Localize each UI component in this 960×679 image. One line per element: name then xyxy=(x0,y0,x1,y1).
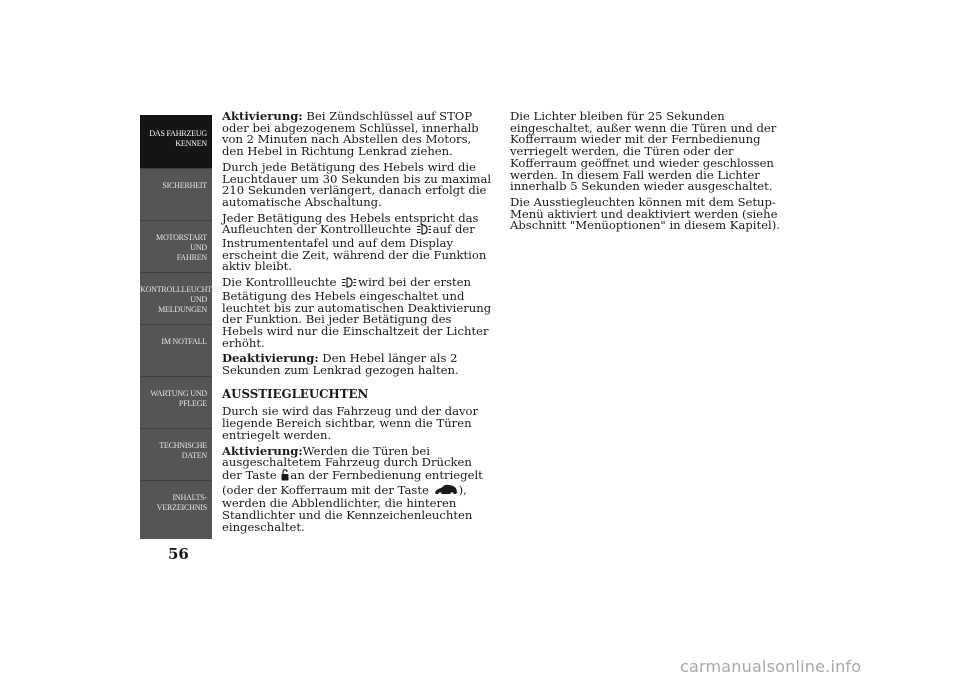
paragraph-setup-menu: Die Ausstiegleuchten können mit dem Setup-Menü aktiviert und deaktiviert werden (siehe Abschnitt "Menüoptionen" in diesem Kapitel). xyxy=(510,194,780,233)
text-segment: auf der Instrumententafel und auf dem Display erscheint die Zeit, während der die Funktion aktiv bleibt. xyxy=(222,222,487,274)
tab-sicherheit[interactable]: SICHERHEIT xyxy=(140,169,212,221)
text-segment: ), werden die Abblendlichter, die hinteren Standlichter und die Kennzeichenleuchten eingeschaltet. xyxy=(222,482,473,534)
tab-kontrollleuchten[interactable]: KONTROLLLEUCHTEN UND MELDUNGEN xyxy=(140,273,212,325)
tab-im-notfall[interactable]: IM NOTFALL xyxy=(140,325,212,377)
tab-motorstart-und-fahren[interactable]: MOTORSTART UND FAHREN xyxy=(140,221,212,273)
right-column xyxy=(510,111,792,236)
tab-das-fahrzeug-kennen[interactable]: DAS FAHRZEUG KENNEN xyxy=(140,115,212,169)
paragraph-aktivierung xyxy=(222,111,494,158)
text-segment: Werden die Türen bei ausgeschaltetem Fahrzeug durch Drücken der Taste xyxy=(222,443,472,482)
aktivierung-text: Bei Zündschlüssel auf STOP oder bei abgezogenem Schlüssel, innerhalb von 2 Minuten nach Abstellen des Motors, den Hebel in Richtung Lenkrad ziehen. xyxy=(222,109,479,159)
aktivierung-label: Aktivierung: xyxy=(222,109,303,123)
paragraph-deaktivierung xyxy=(222,353,494,376)
paragraph-leuchtdauer: Durch jede Betätigung des Hebels wird die Leuchtdauer um 30 Sekunden bis zu maximal 210 Sekunden verlängert, danach erfolgt die automatische Abschaltung. xyxy=(222,159,492,209)
tab-technische-daten[interactable]: TECHNISCHE DATEN xyxy=(140,429,212,481)
text-segment: Die Kontrollleuchte xyxy=(222,275,341,290)
paragraph-leuchtdauer-25s: Die Lichter bleiben für 25 Sekunden eingeschaltet, außer wenn die Türen und der Kofferraum wieder mit der Fernbedienung verriegelt werden, die Türen oder der Kofferraum geöffnet und wieder geschlossen werden. In diesem Fall werden die Lichter innerhalb 5 Sekunden wieder ausgeschaltet. xyxy=(510,109,777,194)
tab-wartung-und-pflege[interactable]: WARTUNG UND PFLEGE xyxy=(140,377,212,429)
chapter-sidebar xyxy=(140,115,223,539)
paragraph-kontrollleuchte xyxy=(222,210,494,274)
deaktivierung-text: Den Hebel länger als 2 Sekunden zum Lenkrad gezogen halten. xyxy=(222,351,459,378)
left-column xyxy=(222,111,494,538)
deaktivierung-label: Deaktivierung: xyxy=(222,351,319,366)
padlock-open-icon xyxy=(281,469,289,484)
aktivierung-label: Aktivierung: xyxy=(222,443,303,458)
paragraph-kontrollleuchte-2 xyxy=(222,277,494,349)
text-segment: Jeder Betätigung des Hebels entspricht das Aufleuchten der Kontrollleuchte xyxy=(222,210,479,237)
section-heading: AUSSTIEGLEUCHTEN xyxy=(222,386,369,401)
watermark: carmanualsonline.info xyxy=(680,657,862,676)
text-segment: wird bei der ersten Betätigung des Hebels eingeschaltet und leuchtet bis zur automatischen Deaktivierung der Funktion. Bei jeder Betätigung des Hebels wird nur die Einschaltzeit der Lichter erhöht. xyxy=(222,275,492,350)
paragraph-ausstiegleuchten: Durch sie wird das Fahrzeug und der davor liegende Bereich sichtbar, wenn die Türen entriegelt werden. xyxy=(222,404,479,442)
text-segment: an der Fernbedienung entriegelt (oder der Kofferraum mit der Taste xyxy=(222,467,483,497)
paragraph-aktivierung-2 xyxy=(222,443,494,534)
tab-inhaltsverzeichnis[interactable]: INHALTS- VERZEICHNIS xyxy=(156,493,207,512)
page-number: 56 xyxy=(168,545,189,563)
